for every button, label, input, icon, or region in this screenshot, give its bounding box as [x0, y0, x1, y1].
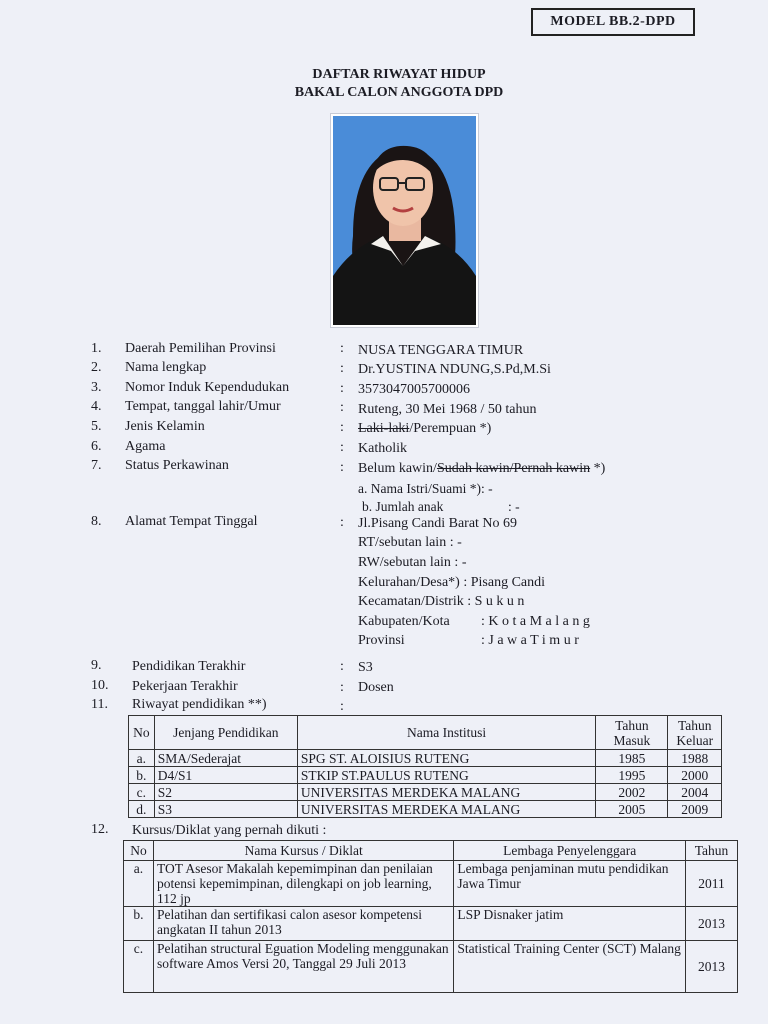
- field-8-rt: RT/sebutan lain : -: [358, 535, 462, 550]
- edu-row-level: S3: [154, 801, 297, 818]
- course-row-year: 2011: [686, 861, 738, 907]
- field-7-struck-options: Sudah kawin/Pernah kawin: [436, 461, 591, 476]
- field-5-struck-option: Laki-laki: [358, 421, 410, 436]
- edu-header-no: No: [129, 716, 155, 750]
- field-11-label: Riwayat pendidikan **): [132, 697, 267, 712]
- field-4-value: Ruteng, 30 Mei 1968 / 50 tahun: [358, 402, 537, 417]
- edu-row-no: d.: [129, 801, 155, 818]
- table-row: [129, 767, 722, 784]
- field-8-provinsi-value: : J a w a T i m u r: [481, 633, 579, 648]
- field-10-colon: :: [340, 680, 344, 695]
- field-5-label: Jenis Kelamin: [125, 419, 205, 434]
- model-label: MODEL BB.2-DPD: [531, 8, 695, 36]
- field-5-value: [358, 421, 491, 437]
- edu-row-end-year: 2009: [668, 801, 722, 818]
- course-header-organizer: Lembaga Penyelenggara: [454, 841, 686, 861]
- candidate-photo: [331, 114, 478, 327]
- edu-header-end-year: Tahun Keluar: [668, 716, 722, 750]
- course-table: [123, 840, 738, 993]
- document-subtitle: BAKAL CALON ANGGOTA DPD: [294, 85, 504, 100]
- edu-header-level: Jenjang Pendidikan: [154, 716, 297, 750]
- field-3-colon: :: [340, 381, 344, 396]
- field-7-number: 7.: [91, 458, 102, 473]
- field-6-number: 6.: [91, 439, 102, 454]
- edu-row-start-year: 2002: [596, 784, 668, 801]
- field-10-number: 10.: [91, 678, 109, 693]
- field-11-number: 11.: [91, 697, 108, 712]
- edu-row-no: a.: [129, 750, 155, 767]
- course-row-no: a.: [124, 861, 154, 907]
- edu-row-level: D4/S1: [154, 767, 297, 784]
- field-3-label: Nomor Induk Kependudukan: [125, 380, 290, 395]
- course-row-no: b.: [124, 907, 154, 941]
- field-6-value: Katholik: [358, 441, 407, 456]
- edu-header-institution: Nama Institusi: [297, 716, 596, 750]
- field-8-colon: :: [340, 515, 344, 530]
- field-8-street: Jl.Pisang Candi Barat No 69: [358, 516, 518, 531]
- field-7-selected-option: Belum kawin/: [358, 461, 437, 476]
- course-row-organizer: Lembaga penjaminan mutu pendidikan Jawa Timur: [454, 861, 686, 907]
- field-7-children-value: : -: [508, 499, 520, 514]
- table-row: [124, 861, 738, 907]
- document-title: DAFTAR RIWAYAT HIDUP: [312, 67, 486, 82]
- field-3-number: 3.: [91, 380, 102, 395]
- field-2-label: Nama lengkap: [125, 360, 207, 375]
- field-7-label: Status Perkawinan: [125, 458, 229, 473]
- field-6-colon: :: [340, 440, 344, 455]
- edu-row-institution: UNIVERSITAS MERDEKA MALANG: [297, 784, 596, 801]
- field-7-colon: :: [340, 460, 344, 475]
- table-row: [124, 907, 738, 941]
- field-8-provinsi-label: Provinsi: [358, 633, 405, 648]
- field-12-label: Kursus/Diklat yang pernah dikuti :: [132, 823, 327, 838]
- table-row: [129, 784, 722, 801]
- field-2-number: 2.: [91, 360, 102, 375]
- course-row-year: 2013: [686, 941, 738, 993]
- field-8-kecamatan: Kecamatan/Distrik : S u k u n: [358, 594, 525, 609]
- field-5-selected-option: /Perempuan *): [409, 421, 492, 436]
- field-7-value: [358, 461, 605, 477]
- field-4-number: 4.: [91, 399, 102, 414]
- field-5-number: 5.: [91, 419, 102, 434]
- field-2-value: Dr.YUSTINA NDUNG,S.Pd,M.Si: [358, 362, 551, 377]
- field-9-value: S3: [358, 660, 373, 675]
- field-6-label: Agama: [125, 439, 166, 454]
- field-8-rw: RW/sebutan lain : -: [358, 555, 467, 570]
- course-header-name: Nama Kursus / Diklat: [153, 841, 453, 861]
- edu-row-institution: STKIP ST.PAULUS RUTENG: [297, 767, 596, 784]
- education-table: [128, 715, 722, 818]
- edu-row-no: c.: [129, 784, 155, 801]
- edu-row-no: b.: [129, 767, 155, 784]
- field-4-label: Tempat, tanggal lahir/Umur: [125, 399, 281, 414]
- field-3-value: 3573047005700006: [358, 382, 470, 397]
- field-11-colon: :: [340, 699, 344, 714]
- field-10-value: Dosen: [358, 680, 394, 695]
- course-row-organizer: LSP Disnaker jatim: [454, 907, 686, 941]
- field-1-colon: :: [340, 341, 344, 356]
- edu-row-institution: UNIVERSITAS MERDEKA MALANG: [297, 801, 596, 818]
- table-row: [129, 750, 722, 767]
- field-7-spouse-name: a. Nama Istri/Suami *): -: [358, 481, 493, 496]
- edu-row-end-year: 2004: [668, 784, 722, 801]
- field-8-kabupaten-label: Kabupaten/Kota: [358, 614, 450, 629]
- field-1-label: Daerah Pemilihan Provinsi: [125, 341, 276, 356]
- field-1-number: 1.: [91, 341, 102, 356]
- course-row-organizer: Statistical Training Center (SCT) Malang: [454, 941, 686, 993]
- field-9-label: Pendidikan Terakhir: [132, 659, 246, 674]
- field-7-note: *): [590, 461, 606, 476]
- field-8-kabupaten-value: : K o t a M a l a n g: [481, 614, 590, 629]
- table-row: [129, 801, 722, 818]
- field-4-colon: :: [340, 400, 344, 415]
- field-8-kelurahan: Kelurahan/Desa*) : Pisang Candi: [358, 575, 546, 590]
- course-row-year: 2013: [686, 907, 738, 941]
- edu-row-start-year: 1985: [596, 750, 668, 767]
- field-12-number: 12.: [91, 822, 109, 837]
- field-7-children-label: b. Jumlah anak: [362, 499, 444, 514]
- field-9-number: 9.: [91, 658, 102, 673]
- edu-row-level: SMA/Sederajat: [154, 750, 297, 767]
- edu-row-start-year: 2005: [596, 801, 668, 818]
- field-8-label: Alamat Tempat Tinggal: [125, 514, 258, 529]
- field-8-number: 8.: [91, 514, 102, 529]
- field-2-colon: :: [340, 361, 344, 376]
- course-row-name: Pelatihan dan sertifikasi calon asesor kompetensi angkatan II tahun 2013: [153, 907, 453, 941]
- field-10-label: Pekerjaan Terakhir: [132, 679, 238, 694]
- edu-row-end-year: 2000: [668, 767, 722, 784]
- course-row-no: c.: [124, 941, 154, 993]
- edu-row-end-year: 1988: [668, 750, 722, 767]
- course-row-name: Pelatihan structural Eguation Modeling menggunakan software Amos Versi 20, Tanggal 29 Juli 2013: [153, 941, 453, 993]
- edu-row-level: S2: [154, 784, 297, 801]
- edu-header-start-year: Tahun Masuk: [596, 716, 668, 750]
- edu-row-start-year: 1995: [596, 767, 668, 784]
- course-header-no: No: [124, 841, 154, 861]
- course-header-year: Tahun: [686, 841, 738, 861]
- education-table-header: [129, 716, 722, 750]
- course-row-name: TOT Asesor Makalah kepemimpinan dan penilaian potensi kepemimpinan, dilengkapi on job learning, 112 jp: [153, 861, 453, 907]
- course-table-header: [124, 841, 738, 861]
- field-9-colon: :: [340, 659, 344, 674]
- table-row: [124, 941, 738, 993]
- edu-row-institution: SPG ST. ALOISIUS RUTENG: [297, 750, 596, 767]
- field-1-value: NUSA TENGGARA TIMUR: [358, 343, 524, 358]
- field-5-colon: :: [340, 420, 344, 435]
